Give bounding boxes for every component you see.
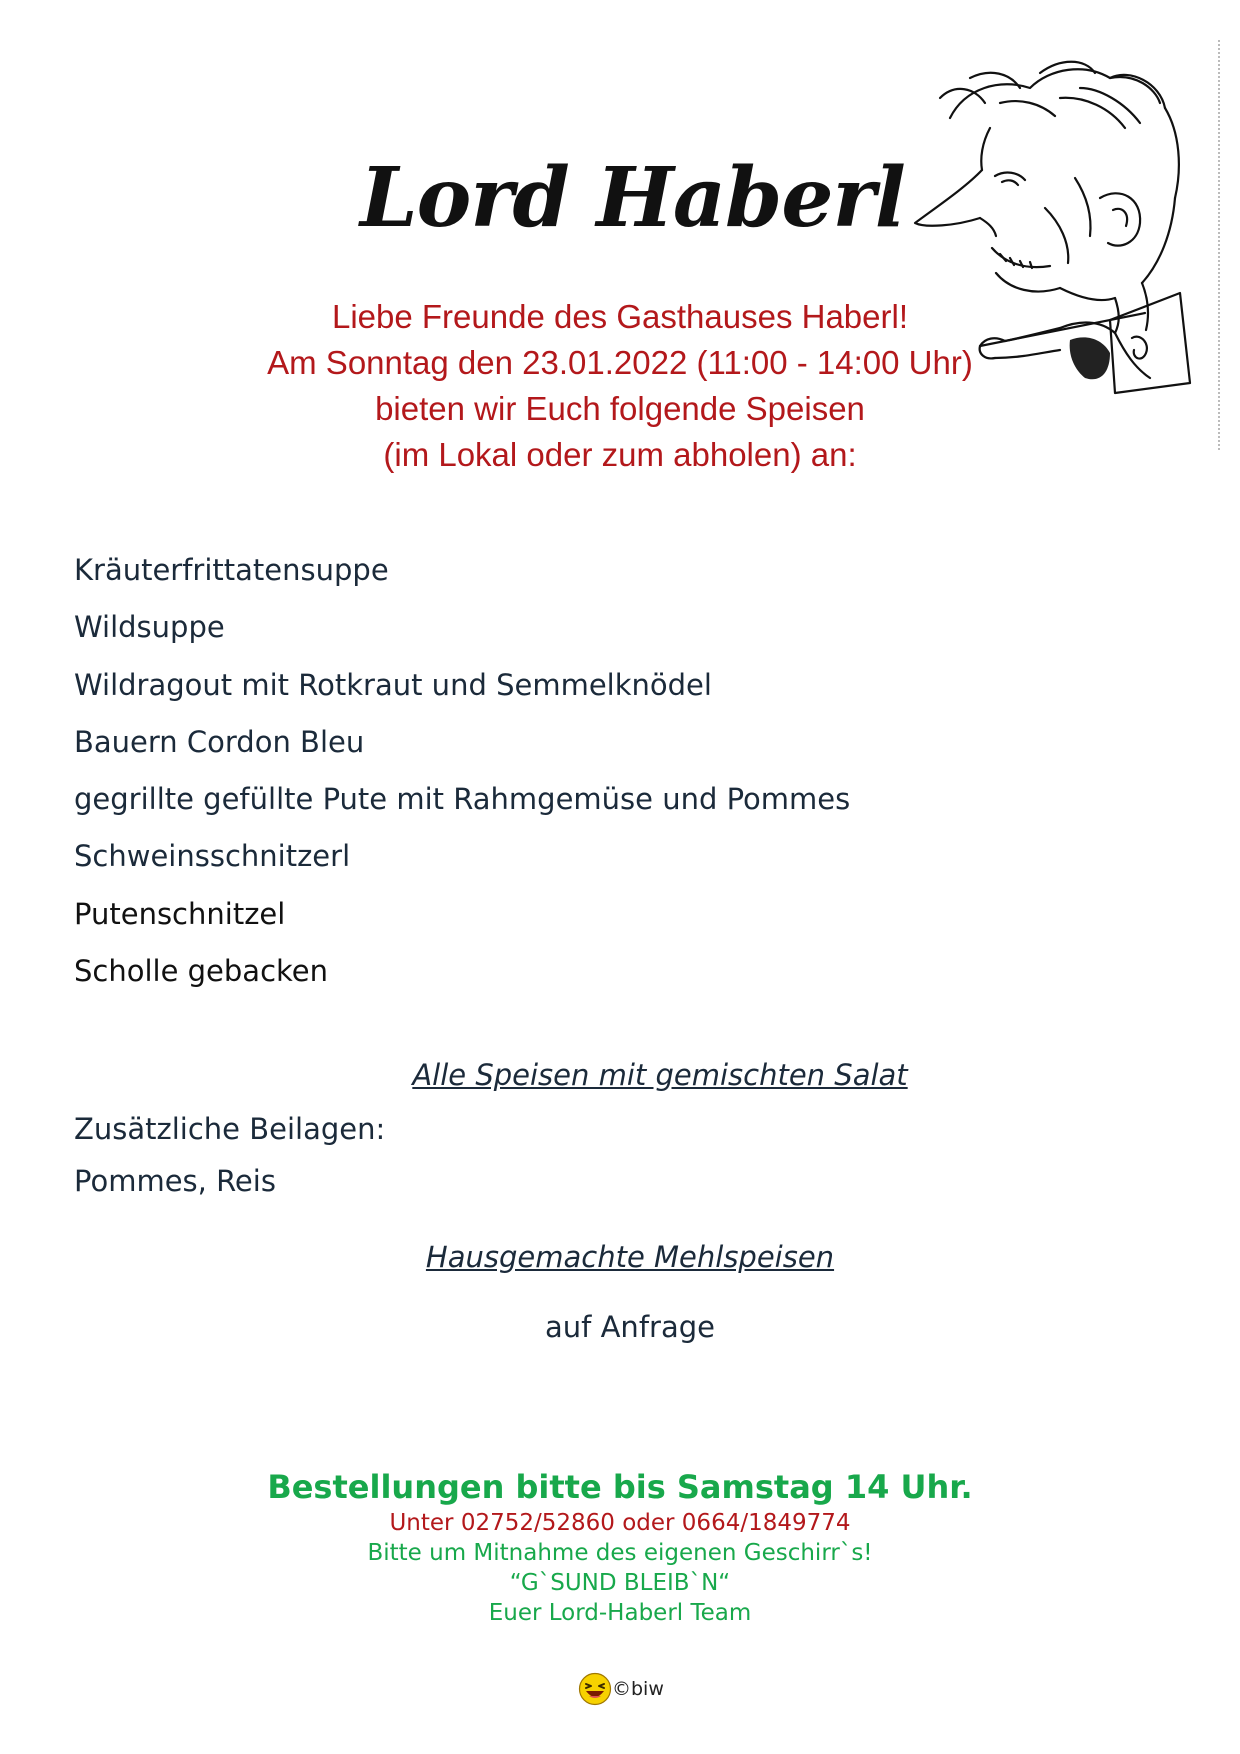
restaurant-logo-title: Lord Haberl: [360, 150, 905, 246]
intro-greeting: Liebe Freunde des Gasthauses Haberl!: [331, 298, 909, 335]
menu-list: [74, 542, 850, 1000]
dessert-title: Hausgemachte Mehlspeisen: [425, 1240, 835, 1274]
copyright-text: ©biw: [612, 1678, 664, 1700]
scan-edge-mark: [1218, 40, 1222, 450]
laughing-smiley-icon: [578, 1672, 612, 1706]
menu-item: Putenschnitzel: [74, 896, 286, 931]
menu-item: Wildsuppe: [74, 610, 225, 645]
menu-item: Kräuterfrittatensuppe: [74, 553, 389, 587]
salad-note: Alle Speisen mit gemischten Salat: [412, 1058, 908, 1092]
menu-item: gegrillte gefüllte Pute mit Rahmgemüse und Pommes: [74, 782, 851, 817]
team-signature: Euer Lord-Haberl Team: [488, 1600, 752, 1626]
intro-date: Am Sonntag den 23.01.2022 (11:00 - 14:00 Uhr): [267, 344, 973, 381]
menu-item: Wildragout mit Rotkraut und Semmelknödel: [74, 667, 712, 702]
copyright-mark: [578, 1672, 664, 1706]
slogan: “G`SUND BLEIB`N“: [509, 1570, 731, 1596]
menu-item: Scholle gebacken: [74, 954, 329, 989]
intro-offer: bieten wir Euch folgende Speisen: [375, 390, 865, 427]
dishes-note: Bitte um Mitnahme des eigenen Geschirr`s!: [367, 1540, 873, 1566]
dessert-note: auf Anfrage: [545, 1310, 715, 1344]
sides-value: Pommes, Reis: [74, 1164, 276, 1198]
order-deadline: Bestellungen bitte bis Samstag 14 Uhr.: [267, 1468, 973, 1506]
phone-numbers: Unter 02752/52860 oder 0664/1849774: [389, 1510, 851, 1536]
intro-block: [150, 294, 1090, 478]
footer-block: [140, 1508, 1100, 1628]
intro-location: (im Lokal oder zum abholen) an:: [383, 436, 857, 473]
menu-item: Schweinsschnitzerl: [74, 839, 351, 874]
sides-label: Zusätzliche Beilagen:: [74, 1112, 386, 1146]
menu-item: Bauern Cordon Bleu: [74, 724, 365, 759]
